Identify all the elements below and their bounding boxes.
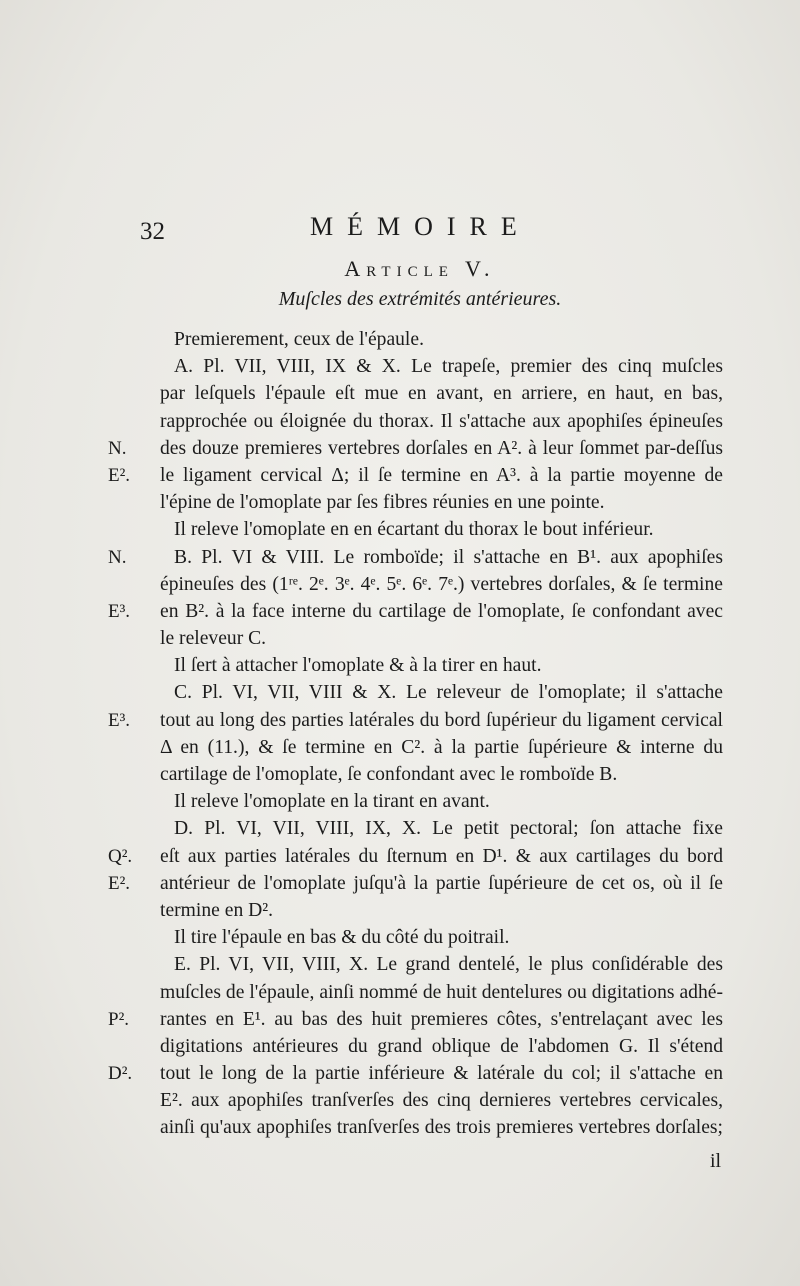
text-line: antérieur de l'omoplate juſqu'à la partie ſupérieure de cet os, où il ſe: [160, 872, 723, 894]
text-line: tout le long de la partie inférieure & latérale du col; il s'attache en: [160, 1063, 723, 1085]
text-line: l'épine de l'omoplate par ſes fibres réunies en une pointe.: [160, 492, 605, 514]
text-line: B. Pl. VI & VIII. Le romboïde; il s'attache en B¹. aux apophiſes: [174, 546, 723, 568]
text-line: le releveur C.: [160, 628, 267, 650]
margin-note: P².: [108, 1009, 130, 1030]
margin-note: N.: [108, 546, 127, 568]
text-line: E. Pl. VI, VII, VIII, X. Le grand dentelé, le plus conſidérable des: [174, 954, 723, 976]
text-line: par leſquels l'épaule eſt mue en avant, en arriere, en haut, en bas,: [160, 383, 723, 405]
page-header: [0, 212, 800, 252]
margin-notes: [0, 326, 150, 1226]
page-number: 32: [140, 218, 165, 245]
margin-note: E³.: [108, 709, 131, 731]
text-line: tout au long des parties latérales du bord ſupérieur du ligament cervical: [160, 709, 723, 731]
catchword: il: [710, 1150, 722, 1172]
text-line: rapprochée ou éloignée du thorax. Il s'attache aux apophiſes épineuſes: [160, 410, 723, 432]
text-line: eſt aux parties latérales du ſternum en D¹. & aux cartilages du bord: [160, 845, 723, 867]
text-line: D. Pl. VI, VII, VIII, IX, X. Le petit pectoral; ſon attache fixe: [174, 818, 723, 840]
margin-note: E².: [108, 873, 131, 894]
margin-note: D².: [108, 1063, 133, 1085]
text-line: Il releve l'omoplate en la tirant en avant.: [174, 791, 490, 813]
text-line: cartilage de l'omoplate, ſe confondant avec le romboïde B.: [160, 764, 618, 785]
text-line: digitations antérieures du grand oblique de l'abdomen G. Il s'étend: [160, 1035, 723, 1057]
text-line: des douze premieres vertebres dorſales en A². à leur ſommet par-deſſus: [160, 437, 723, 459]
margin-note: Q².: [108, 845, 133, 867]
margin-note: N.: [108, 437, 127, 459]
section-heading: Article V.: [344, 256, 496, 281]
text-line: Il tire l'épaule en bas & du côté du poitrail.: [174, 927, 510, 949]
text-line: C. Pl. VI, VII, VIII & X. Le releveur de l'omoplate; il s'attache: [174, 682, 723, 704]
body-text: [160, 326, 723, 1142]
text-line: A. Pl. VII, VIII, IX & X. Le trapeſe, premier des cinq muſcles: [174, 356, 723, 378]
text-line: muſcles de l'épaule, ainſi nommé de huit dentelures ou digitations adhé-: [160, 981, 723, 1003]
text-line: termine en D².: [160, 899, 274, 921]
text-line: ainſi qu'aux apophiſes tranſverſes des trois premieres vertebres dorſales;: [160, 1117, 723, 1139]
text-line: E². aux apophiſes tranſverſes des cinq dernieres vertebres cervicales,: [160, 1090, 723, 1112]
margin-note: E².: [108, 465, 131, 486]
text-line: rantes en E¹. au bas des huit premieres côtes, s'entrelaçant avec les: [160, 1008, 723, 1030]
margin-note: E³.: [108, 601, 131, 622]
text-line: Il ſert à attacher l'omoplate & à la tirer en haut.: [174, 655, 542, 677]
section-subtitle: Muſcles des extrémités antérieures.: [278, 288, 562, 310]
text-line: le ligament cervical Δ; il ſe termine en A³. à la partie moyenne de: [160, 464, 723, 486]
text-line: Premierement, ceux de l'épaule.: [174, 329, 424, 350]
text-line: épineuſes des (1ʳᵉ. 2ᵉ. 3ᵉ. 4ᵉ. 5ᵉ. 6ᵉ. 7ᵉ.) vertebres dorſales, & ſe termine: [160, 573, 723, 595]
text-line: Il releve l'omoplate en en écartant du thorax le bout inférieur.: [174, 519, 654, 541]
text-line: Δ en (11.), & ſe termine en C². à la partie ſupérieure & interne du: [160, 736, 723, 758]
text-line: en B². à la face interne du cartilage de l'omoplate, ſe confondant avec: [160, 600, 723, 622]
running-title: MÉMOIRE: [310, 212, 531, 241]
